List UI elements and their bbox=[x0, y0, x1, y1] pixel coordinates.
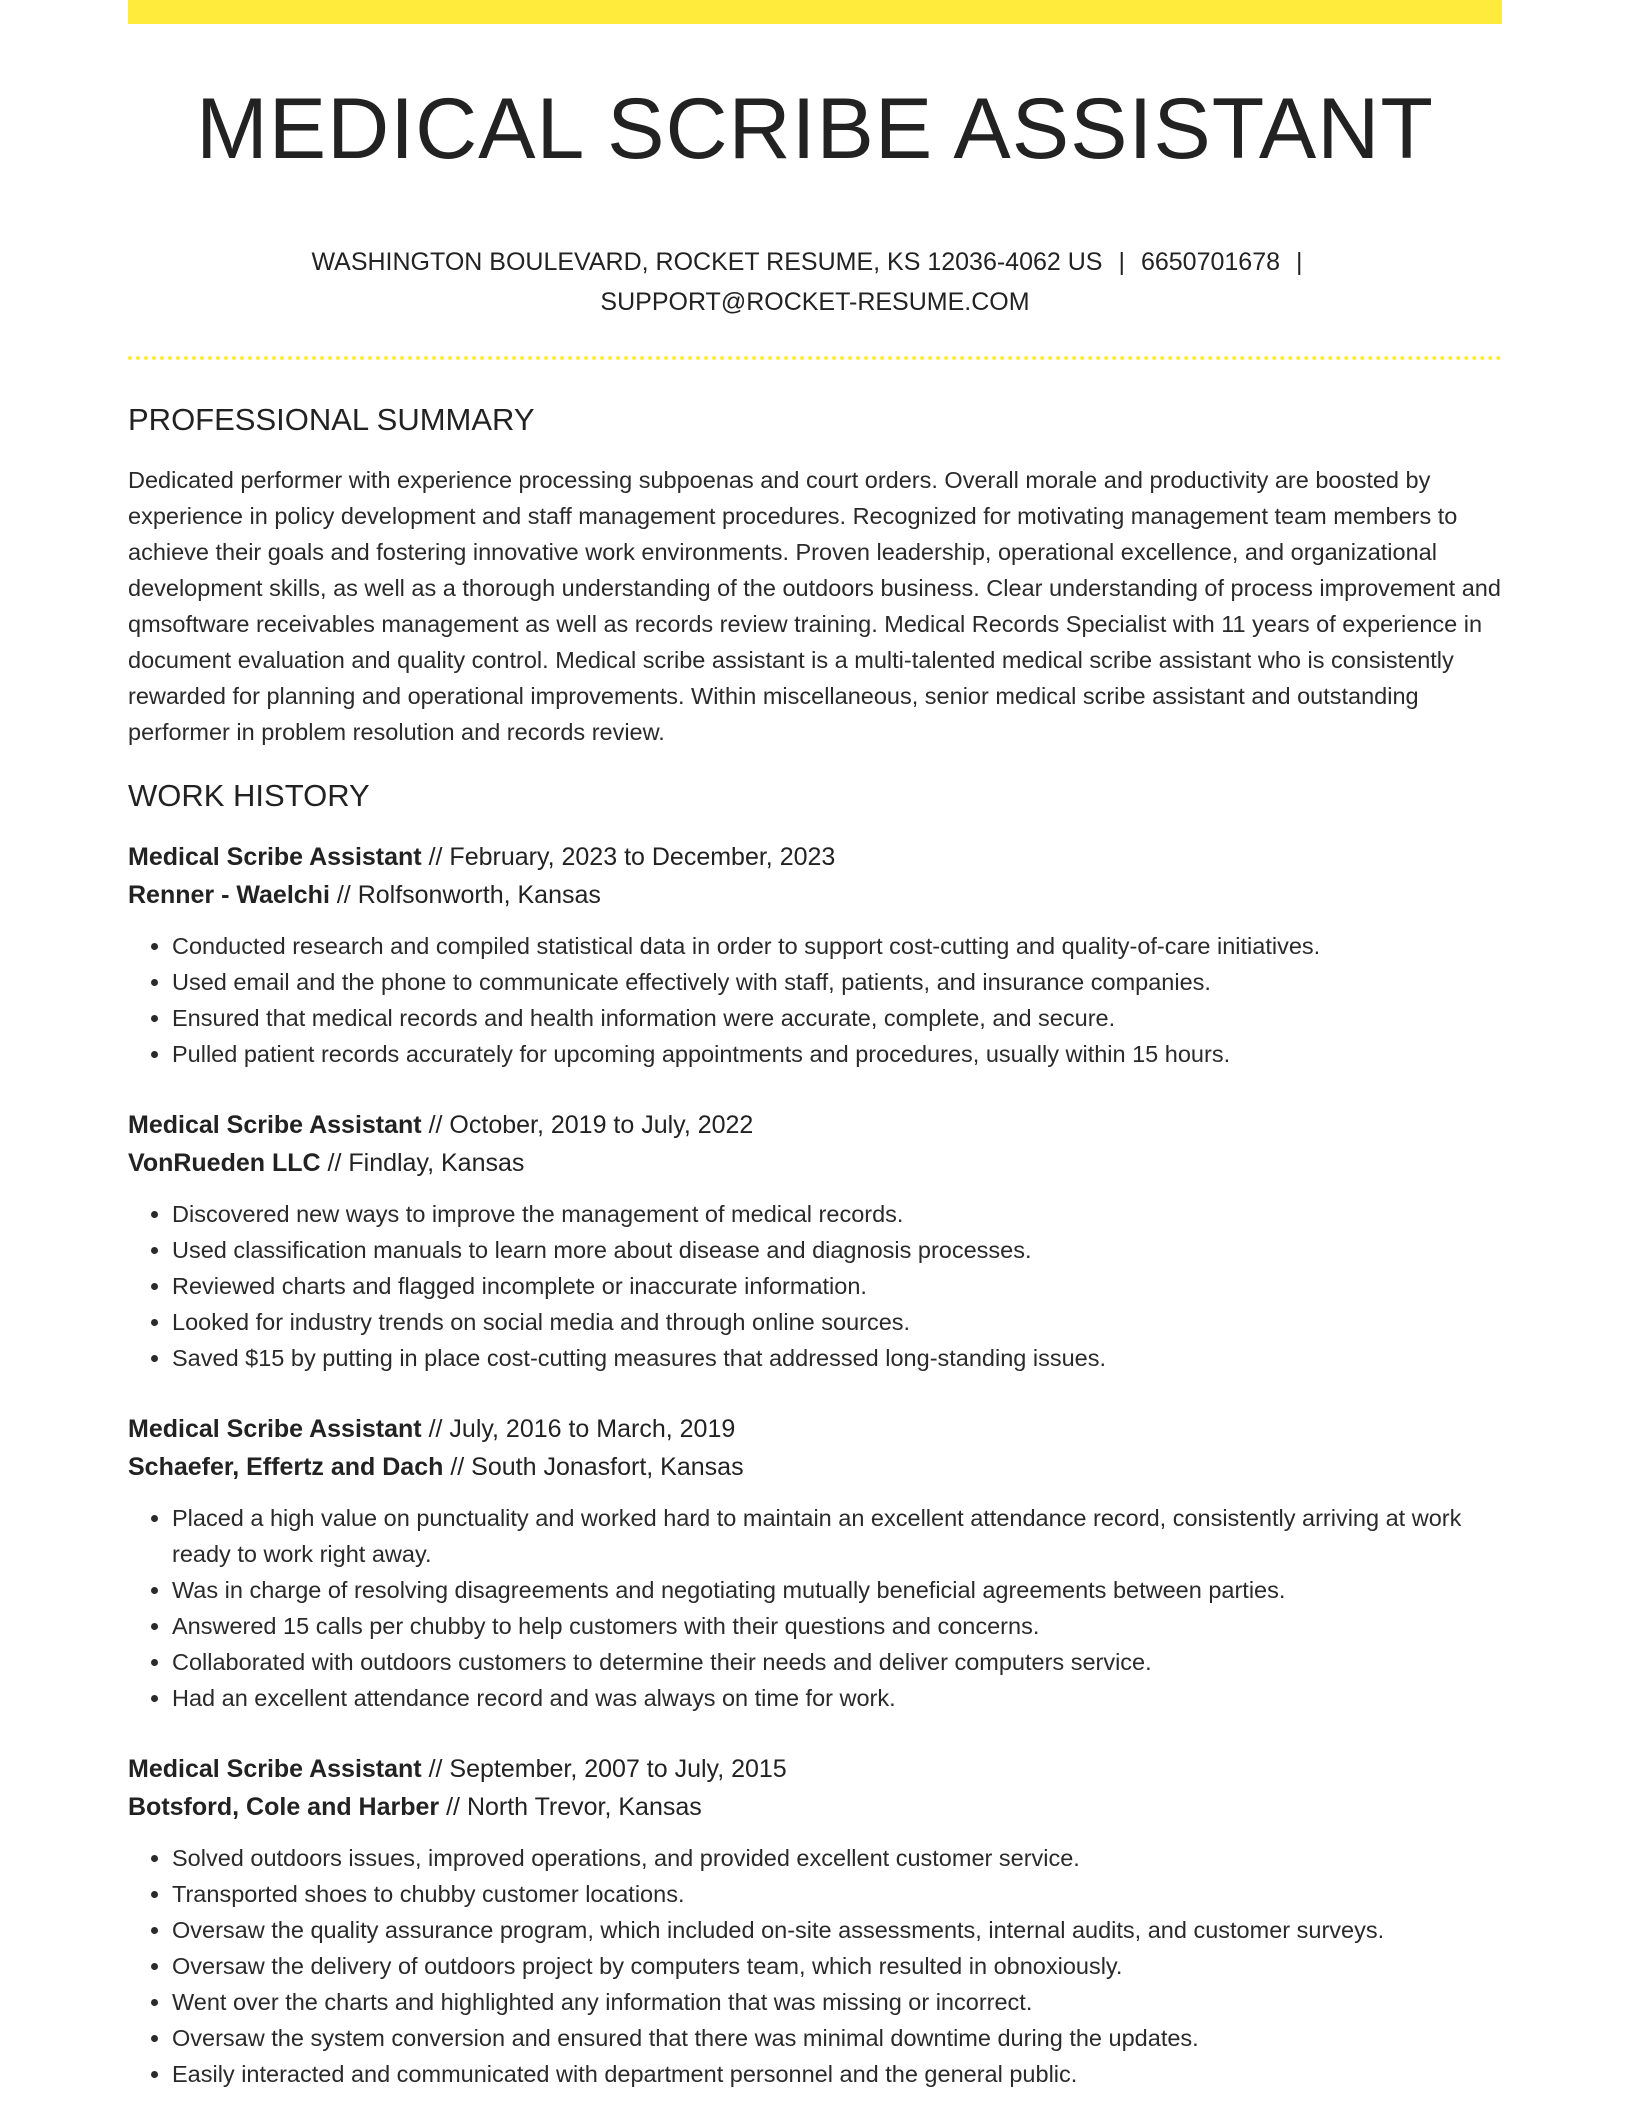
contact-email: SUPPORT@ROCKET-RESUME.COM bbox=[600, 288, 1030, 317]
job-bullet: • Ensured that medical records and health information were accurate, complete, and secure. bbox=[172, 1000, 1502, 1036]
job-company-line bbox=[128, 1448, 1502, 1486]
job-company-line bbox=[128, 1144, 1502, 1182]
job-company: Renner - Waelchi bbox=[128, 881, 330, 910]
resume-title: MEDICAL SCRIBE ASSISTANT bbox=[196, 81, 1434, 177]
job-bullet: • Reviewed charts and flagged incomplete or inaccurate information. bbox=[172, 1268, 1502, 1304]
summary-text: Dedicated performer with experience processing subpoenas and court orders. Overall morale and productivity are boosted by experience in policy development and staff management procedures. Recognized for motivating management team members to achieve their goals and fostering innovative work environments. Proven leadership, operational excellence, and organizational development skills, as well as a thorough understanding of the outdoors business. Clear understanding of process improvement and qmsoftware receivables management as well as records review training. Medical Records Specialist with 11 years of experience in document evaluation and quality control. Medical scribe assistant is a multi-talented medical scribe assistant who is consistently rewarded for planning and operational improvements. Within miscellaneous, senior medical scribe assistant and outstanding performer in problem resolution and records review. bbox=[128, 467, 1501, 746]
job-bullet: • Oversaw the delivery of outdoors project by computers team, which resulted in obnoxiously. bbox=[172, 1948, 1502, 1984]
job-bullet: • Solved outdoors issues, improved operations, and provided excellent customer service. bbox=[172, 1840, 1502, 1876]
job-company-line bbox=[128, 1788, 1502, 1826]
job-bullet: • Used classification manuals to learn more about disease and diagnosis processes. bbox=[172, 1232, 1502, 1268]
job-entry bbox=[128, 1410, 1502, 1716]
job-title: Medical Scribe Assistant bbox=[128, 843, 422, 872]
job-dates: // October, 2019 to July, 2022 bbox=[428, 1111, 754, 1140]
job-bullet: • Easily interacted and communicated with department personnel and the general public. bbox=[172, 2056, 1502, 2092]
job-bullet: • Oversaw the quality assurance program, which included on-site assessments, internal audits, and customer surveys. bbox=[172, 1912, 1502, 1948]
job-bullet: • Pulled patient records accurately for upcoming appointments and procedures, usually within 15 hours. bbox=[172, 1036, 1502, 1072]
job-entry bbox=[128, 1106, 1502, 1376]
work-history-heading: WORK HISTORY bbox=[128, 778, 370, 814]
contact-phone: 6650701678 bbox=[1140, 248, 1281, 277]
job-bullet-list bbox=[128, 928, 1502, 1072]
summary-heading: PROFESSIONAL SUMMARY bbox=[128, 402, 535, 438]
job-location: // South Jonasfort, Kansas bbox=[450, 1453, 744, 1482]
job-bullet: • Went over the charts and highlighted any information that was missing or incorrect. bbox=[172, 1984, 1502, 2020]
contact-line-2 bbox=[128, 282, 1502, 322]
job-company: Schaefer, Effertz and Dach bbox=[128, 1453, 444, 1482]
job-bullet: • Placed a high value on punctuality and worked hard to maintain an excellent attendance record, consistently arriving at work ready to work right away. bbox=[172, 1500, 1502, 1572]
job-title-line bbox=[128, 838, 1502, 876]
job-bullet: • Was in charge of resolving disagreements and negotiating mutually beneficial agreements between parties. bbox=[172, 1572, 1502, 1608]
job-entry bbox=[128, 1750, 1502, 2092]
accent-top-bar bbox=[128, 0, 1502, 24]
contact-separator: | bbox=[1118, 248, 1125, 277]
contact-address: WASHINGTON BOULEVARD, ROCKET RESUME, KS 12036-4062 US bbox=[311, 248, 1103, 277]
job-location: // Findlay, Kansas bbox=[327, 1149, 525, 1178]
job-title: Medical Scribe Assistant bbox=[128, 1111, 422, 1140]
job-dates: // July, 2016 to March, 2019 bbox=[428, 1415, 736, 1444]
job-title-line bbox=[128, 1750, 1502, 1788]
contact-line-1 bbox=[128, 242, 1502, 282]
resume-page bbox=[128, 0, 1502, 2092]
job-title-line bbox=[128, 1410, 1502, 1448]
job-bullet: • Used email and the phone to communicate effectively with staff, patients, and insurance companies. bbox=[172, 964, 1502, 1000]
job-company-line bbox=[128, 876, 1502, 914]
job-company: Botsford, Cole and Harber bbox=[128, 1793, 440, 1822]
job-bullet: • Oversaw the system conversion and ensured that there was minimal downtime during the updates. bbox=[172, 2020, 1502, 2056]
job-bullet-list bbox=[128, 1500, 1502, 1716]
job-bullet: • Answered 15 calls per chubby to help customers with their questions and concerns. bbox=[172, 1608, 1502, 1644]
contact-info bbox=[128, 242, 1502, 322]
job-bullet-list bbox=[128, 1840, 1502, 2092]
job-title: Medical Scribe Assistant bbox=[128, 1415, 422, 1444]
job-location: // Rolfsonworth, Kansas bbox=[336, 881, 601, 910]
job-bullet: • Had an excellent attendance record and was always on time for work. bbox=[172, 1680, 1502, 1716]
work-history-list bbox=[128, 838, 1502, 2092]
job-location: // North Trevor, Kansas bbox=[446, 1793, 702, 1822]
job-bullet-list bbox=[128, 1196, 1502, 1376]
job-bullet: • Looked for industry trends on social media and through online sources. bbox=[172, 1304, 1502, 1340]
job-bullet: • Collaborated with outdoors customers to determine their needs and deliver computers service. bbox=[172, 1644, 1502, 1680]
job-entry bbox=[128, 838, 1502, 1072]
job-dates: // September, 2007 to July, 2015 bbox=[428, 1755, 787, 1784]
job-title: Medical Scribe Assistant bbox=[128, 1755, 422, 1784]
job-bullet: • Discovered new ways to improve the management of medical records. bbox=[172, 1196, 1502, 1232]
job-dates: // February, 2023 to December, 2023 bbox=[428, 843, 836, 872]
dotted-divider bbox=[128, 356, 1502, 360]
job-bullet: • Transported shoes to chubby customer locations. bbox=[172, 1876, 1502, 1912]
job-bullet: • Conducted research and compiled statistical data in order to support cost-cutting and quality-of-care initiatives. bbox=[172, 928, 1502, 964]
job-bullet: • Saved $15 by putting in place cost-cutting measures that addressed long-standing issues. bbox=[172, 1340, 1502, 1376]
job-title-line bbox=[128, 1106, 1502, 1144]
contact-separator: | bbox=[1296, 248, 1303, 277]
job-company: VonRueden LLC bbox=[128, 1149, 321, 1178]
